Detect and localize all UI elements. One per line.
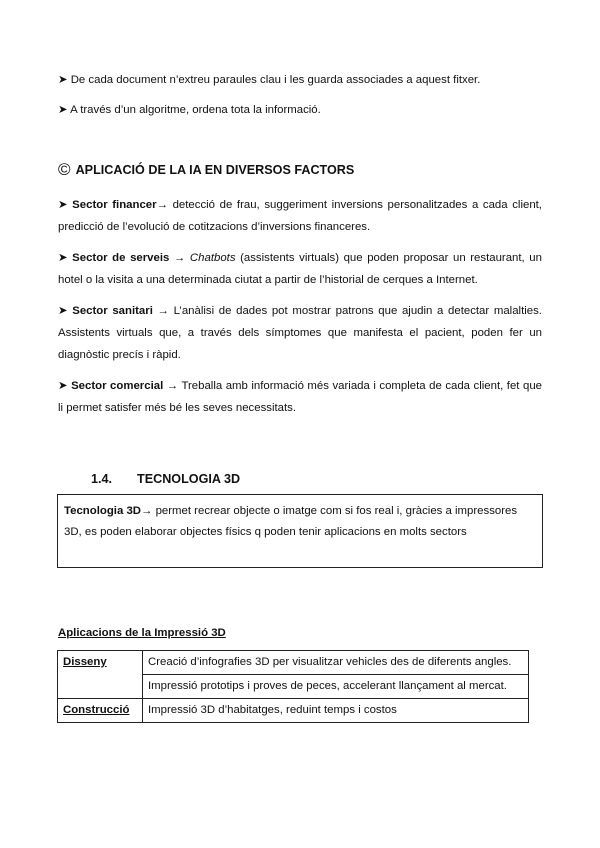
- item-label: Sector de serveis: [72, 252, 170, 264]
- item-text: L’anàlisi de dades pot mostrar patrons que ajudin a detectar malalties. Assistents virtuals que, a través dels símptomes que manifesta el pacient, poden fer un diagnòstic precís i ràpid.: [58, 305, 542, 361]
- description-cell: Creació d’infografies 3D per visualitzar vehicles des de diferents angles.: [143, 651, 529, 675]
- bullet-marker-icon: ➤: [58, 252, 68, 264]
- category-cell: Construcció: [58, 699, 143, 723]
- box-label: Tecnologia 3D: [64, 505, 142, 517]
- item-italic: Chatbots: [189, 252, 236, 264]
- tecnologia-3d-box: [57, 494, 543, 568]
- section-ia-heading: [58, 160, 354, 180]
- arrow-icon: →: [141, 505, 153, 517]
- item-sector-financer: [58, 194, 542, 238]
- item-text: Treballa amb informació més variada i completa de cada client, fet que li permet satisfer més bé les seves necessitats.: [58, 380, 542, 414]
- item-label: Sector sanitari: [72, 305, 153, 317]
- applications-table: [57, 650, 529, 723]
- bullet-marker-icon: ➤: [58, 380, 68, 392]
- section-number: 1.4.: [91, 472, 113, 486]
- item-sector-comercial: [58, 375, 542, 419]
- item-text: (assistents virtuals) que poden proposar un restaurant, un hotel o la visita a una determinada ciutat a partir de l’historial de cerques a Internet.: [58, 252, 542, 286]
- arrow-icon: →: [163, 380, 182, 392]
- bullet-marker-icon: ➤: [58, 305, 68, 317]
- table-row: [58, 651, 529, 675]
- arrow-icon: →: [156, 199, 168, 211]
- bullet-marker-icon: ➤: [58, 199, 68, 211]
- item-sector-serveis: [58, 247, 542, 291]
- item-text: detecció de frau, suggeriment inversions personalitzades a cada client, predicció de l’evolució de cotitzacions d’inversions financeres.: [58, 199, 542, 233]
- description-cell: Impressió 3D d’habitatges, reduint temps i costos: [143, 699, 529, 723]
- section-3d-title: TECNOLOGIA 3D: [137, 472, 241, 486]
- copyright-icon: ©: [58, 160, 71, 179]
- item-label: Sector comercial: [71, 380, 164, 392]
- applications-title: Aplicacions de la Impressió 3D: [58, 627, 226, 639]
- bullet-algorithm: ➤ A través d’un algoritme, ordena tota la informació.: [58, 104, 321, 116]
- category-cell: Disseny: [58, 651, 143, 699]
- table-row: [58, 699, 529, 723]
- item-sector-sanitari: [58, 300, 542, 366]
- box-text: permet recrear objecte o imatge com si fos real i, gràcies a impressores 3D, es poden elaborar objectes físics q poden tenir aplicacions en molts sectors: [64, 505, 518, 538]
- item-label: Sector financer: [72, 199, 157, 211]
- bullet-keywords: ➤ De cada document n’extreu paraules clau i les guarda associades a aquest fitxer.: [58, 74, 481, 86]
- section-ia-title: APLICACIÓ DE LA IA EN DIVERSOS FACTORS: [75, 163, 355, 177]
- arrow-icon: →: [169, 252, 190, 264]
- section-3d-heading: [91, 472, 240, 486]
- description-cell: Impressió prototips i proves de peces, accelerant llançament al mercat.: [143, 675, 529, 699]
- arrow-icon: →: [152, 305, 174, 317]
